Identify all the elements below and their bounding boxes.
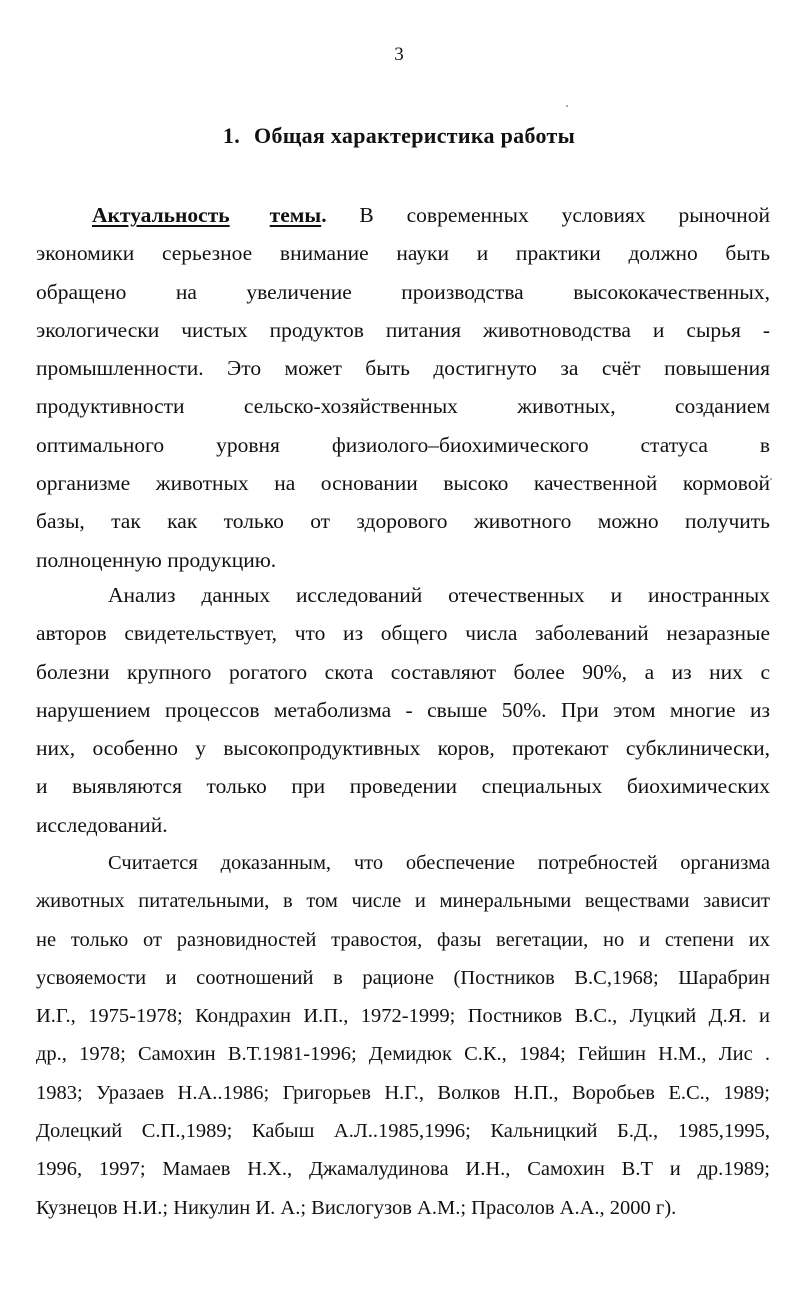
paragraph-line: 1996, 1997; Мамаев Н.Х., Джамалудинова И.Н., Самохин В.Т и др.1989;	[36, 1158, 770, 1181]
paragraph-line: Долецкий С.П.,1989; Кабыш А.Л..1985,1996; Кальницкий Б.Д., 1985,1995,	[36, 1120, 770, 1143]
section-heading	[0, 123, 798, 149]
lead-term: Актуальность темы	[92, 203, 322, 227]
paragraph-line: экологически чистых продуктов питания животноводства и сырья -	[36, 317, 770, 342]
paragraph-line: обращено на увеличение производства высококачественных,	[36, 279, 770, 304]
paragraph-line: нарушением процессов метаболизма - свыше 50%. При этом многие из	[36, 697, 770, 722]
paragraph-line: полноценную продукцию.	[36, 547, 277, 572]
paragraph-line: И.Г., 1975-1978; Кондрахин И.П., 1972-1999; Постников В.С., Луцкий Д.Я. и	[36, 1005, 770, 1028]
paragraph-line: Считается доказанным, что обеспечение потребностей организма	[108, 852, 770, 874]
scan-speck	[770, 478, 772, 480]
paragraph-relevance	[36, 196, 770, 579]
paragraph-line: них, особенно у высокопродуктивных коров, протекают субклинически,	[36, 736, 770, 761]
paragraph-line: промышленности. Это может быть достигнуто за счёт повышения	[36, 356, 770, 381]
paragraph-line: исследований.	[36, 812, 168, 837]
paragraph-line: 1983; Уразаев Н.А..1986; Григорьев Н.Г., Волков Н.П., Воробьев Е.С., 1989;	[36, 1081, 770, 1104]
paragraph-line: организме животных на основании высоко качественной кормовой	[36, 471, 770, 496]
paragraph-line: Анализ данных исследований отечественных и иностранных	[108, 583, 770, 607]
paragraph-line: Кузнецов Н.И.; Никулин И. А.; Вислогузов А.М.; Прасолов А.А., 2000 г).	[36, 1196, 677, 1219]
paragraph-analysis	[36, 576, 770, 844]
paragraph-line: др., 1978; Самохин В.Т.1981-1996; Демидюк С.К., 1984; Гейшин Н.М., Лис .	[36, 1043, 770, 1066]
paragraph-line: животных питательными, в том числе и минеральными веществами зависит	[36, 890, 770, 913]
page-number: 3	[394, 44, 404, 65]
paragraph-line: Актуальность темы. В современных условиях рыночной	[92, 203, 770, 227]
paragraph-references	[36, 844, 770, 1227]
paragraph-line: оптимального уровня физиолого–биохимического статуса в	[36, 432, 770, 457]
paragraph-line: болезни крупного рогатого скота составляют более 90%, а из них с	[36, 659, 770, 684]
paragraph-line: и выявляются только при проведении специальных биохимических	[36, 774, 770, 799]
paragraph-line: не только от разновидностей травостоя, фазы вегетации, но и степени их	[36, 928, 770, 951]
paragraph-line: базы, так как только от здорового животного можно получить	[36, 509, 770, 534]
scan-speck	[566, 105, 568, 107]
paragraph-line: авторов свидетельствует, что из общего числа заболеваний незаразные	[36, 621, 770, 646]
paragraph-line: продуктивности сельско-хозяйственных животных, созданием	[36, 394, 770, 419]
section-title: Общая характеристика работы	[254, 123, 576, 148]
section-number: 1.	[222, 123, 241, 148]
paragraph-line: усвояемости и соотношений в рационе (Постников В.С,1968; Шарабрин	[36, 966, 770, 989]
paragraph-line: экономики серьезное внимание науки и практики должно быть	[36, 241, 770, 266]
